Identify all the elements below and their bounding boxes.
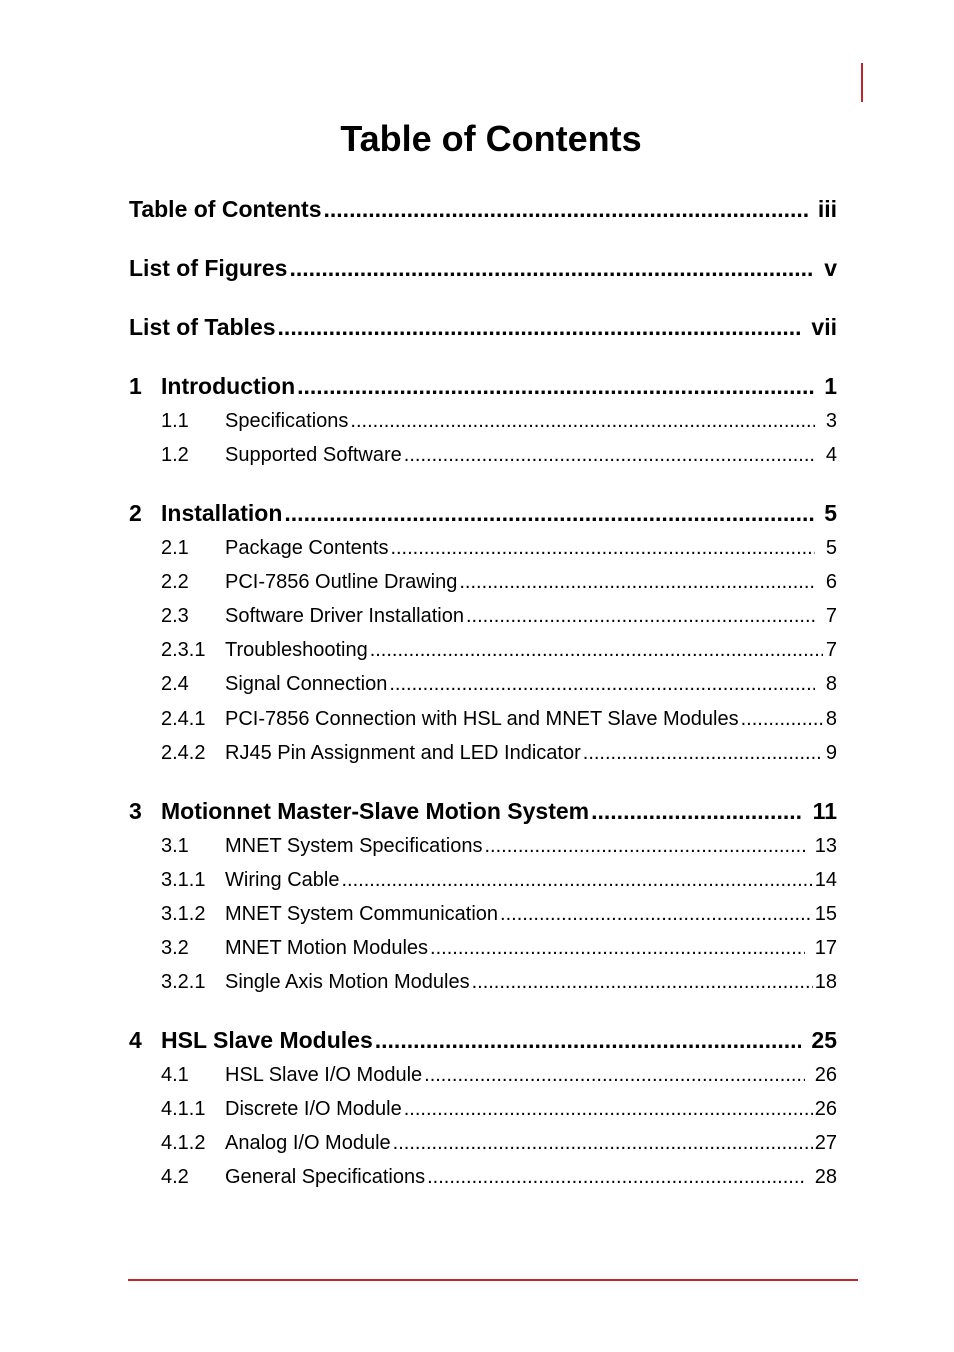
- toc-entry-label: List of Figures: [129, 255, 288, 281]
- toc-entry-label: MNET Motion Modules: [225, 937, 429, 959]
- toc-section[interactable]: [161, 567, 837, 597]
- toc-entry-label: HSL Slave I/O Module: [225, 1064, 423, 1086]
- toc-section[interactable]: [161, 440, 837, 470]
- toc-entry-page: iii: [817, 196, 837, 222]
- toc-entry-page: 4: [825, 444, 837, 466]
- toc-entry-page: 18: [814, 971, 837, 993]
- toc-entry-label: Package Contents: [225, 537, 389, 559]
- toc-entry-number: 2: [129, 500, 142, 526]
- toc-leader: [284, 497, 814, 529]
- toc-entry-label: Discrete I/O Module: [225, 1098, 402, 1120]
- toc-subsection[interactable]: [161, 635, 837, 665]
- toc-entry-number: 2.4: [161, 673, 189, 695]
- toc-section[interactable]: [161, 601, 837, 631]
- toc-entry-page: 8: [825, 708, 837, 730]
- toc-chapter[interactable]: [129, 1024, 837, 1056]
- toc-subsection[interactable]: [161, 704, 837, 734]
- toc-leader: [278, 311, 802, 343]
- toc-subsection[interactable]: [161, 967, 837, 997]
- toc-leader: [485, 831, 805, 861]
- toc-entry-number: 3.1.2: [161, 903, 206, 925]
- toc-entry-label: Analog I/O Module: [225, 1132, 391, 1154]
- toc-entry-page: 7: [825, 639, 837, 661]
- toc-entry-number: 4.1: [161, 1064, 189, 1086]
- toc-chapter[interactable]: [129, 370, 837, 402]
- toc-entry-label: Motionnet Master-Slave Motion System: [161, 798, 590, 824]
- toc-entry-label: Wiring Cable: [225, 869, 340, 891]
- toc-subsection[interactable]: [161, 738, 837, 768]
- toc-section[interactable]: [161, 669, 837, 699]
- toc-entry-label: Single Axis Motion Modules: [225, 971, 470, 993]
- toc-leader: [591, 795, 803, 827]
- toc-leader: [375, 1024, 802, 1056]
- toc-entry-number: 4.1.2: [161, 1132, 206, 1154]
- toc-entry-label: MNET System Communication: [225, 903, 499, 925]
- toc-subsection[interactable]: [161, 1094, 837, 1124]
- toc-entry-label: Introduction: [161, 373, 296, 399]
- toc-leader: [424, 1060, 805, 1090]
- toc-leader: [427, 1162, 805, 1192]
- toc-entry-page: 13: [814, 835, 837, 857]
- toc-entry-page: 5: [824, 500, 837, 526]
- page-title: Table of Contents: [340, 118, 642, 159]
- toc-entry-page: 28: [814, 1166, 837, 1188]
- toc-leader: [289, 252, 814, 284]
- toc-section[interactable]: [161, 1060, 837, 1090]
- toc-entry-page: 8: [825, 673, 837, 695]
- toc-leader: [404, 440, 815, 470]
- toc-entry-label: Supported Software: [225, 444, 402, 466]
- toc-leader: [297, 370, 814, 402]
- footer-rule: [128, 1279, 858, 1281]
- toc-entry-page: 9: [825, 742, 837, 764]
- toc-leader: [459, 567, 815, 597]
- toc-entry-number: 2.2: [161, 571, 189, 593]
- toc-entry-label: PCI-7856 Connection with HSL and MNET Slave Modules: [225, 708, 739, 730]
- toc-leader: [472, 967, 813, 997]
- toc-leader: [370, 635, 823, 665]
- toc-leader: [389, 669, 815, 699]
- toc-leader: [324, 193, 808, 225]
- toc-entry-page: vii: [811, 314, 837, 340]
- toc-leader: [350, 406, 815, 436]
- toc-entry-page: 6: [825, 571, 837, 593]
- toc-subsection[interactable]: [161, 899, 837, 929]
- toc-entry-page: 3: [825, 410, 837, 432]
- toc-entry-number: 2.4.1: [161, 708, 206, 730]
- toc-entry-label: Signal Connection: [225, 673, 388, 695]
- toc-entry-label: RJ45 Pin Assignment and LED Indicator: [225, 742, 581, 764]
- toc-chapter[interactable]: [129, 497, 837, 529]
- toc-entry-number: 1.2: [161, 444, 189, 466]
- toc-leader: [341, 865, 812, 895]
- toc-section[interactable]: [161, 533, 837, 563]
- toc-entry-page: 25: [811, 1027, 837, 1053]
- toc-entry-number: 3: [129, 798, 142, 824]
- toc-entry-label: HSL Slave Modules: [161, 1027, 373, 1053]
- toc-entry[interactable]: [129, 311, 837, 343]
- toc-entry-number: 3.2.1: [161, 971, 206, 993]
- toc-entry-number: 2.3: [161, 605, 189, 627]
- toc-entry-page: 1: [824, 373, 837, 399]
- toc-entry-page: 7: [825, 605, 837, 627]
- toc-leader: [741, 704, 823, 734]
- toc-chapter[interactable]: [129, 795, 837, 827]
- toc-entry-label: Specifications: [225, 410, 349, 432]
- toc-entry-label: Software Driver Installation: [225, 605, 464, 627]
- toc-entry-label: Troubleshooting: [225, 639, 368, 661]
- toc-entry-number: 4.2: [161, 1166, 189, 1188]
- toc-entry-number: 2.1: [161, 537, 189, 559]
- toc-entry-page: 5: [825, 537, 837, 559]
- toc-section[interactable]: [161, 1162, 837, 1192]
- toc-leader: [500, 899, 813, 929]
- toc-entry-page: 26: [814, 1098, 837, 1120]
- toc-entry-number: 3.2: [161, 937, 189, 959]
- toc-leader: [583, 738, 823, 768]
- toc-entry-label: Table of Contents: [129, 196, 322, 222]
- toc-entry-page: 26: [814, 1064, 837, 1086]
- toc-entry-label: List of Tables: [129, 314, 276, 340]
- toc-subsection[interactable]: [161, 865, 837, 895]
- toc-entry-number: 3.1.1: [161, 869, 206, 891]
- toc-entry-number: 4: [129, 1027, 142, 1053]
- toc-entry-page: v: [824, 255, 837, 281]
- toc-leader: [404, 1094, 813, 1124]
- toc-section[interactable]: [161, 831, 837, 861]
- toc-entry-label: Installation: [161, 500, 283, 526]
- toc-entry-page: 27: [814, 1132, 837, 1154]
- toc-entry[interactable]: [129, 193, 837, 225]
- toc-leader: [393, 1128, 813, 1158]
- toc-section[interactable]: [161, 406, 837, 436]
- toc-section[interactable]: [161, 933, 837, 963]
- toc-entry-number: 1: [129, 373, 142, 399]
- toc-entry-page: 11: [812, 798, 837, 824]
- toc-entry-number: 2.3.1: [161, 639, 206, 661]
- toc-leader: [466, 601, 815, 631]
- toc-entry[interactable]: [129, 252, 837, 284]
- toc-entry-page: 14: [814, 869, 837, 891]
- toc-entry-number: 1.1: [161, 410, 189, 432]
- toc-entry-number: 3.1: [161, 835, 189, 857]
- toc-leader: [430, 933, 805, 963]
- toc-entry-number: 2.4.2: [161, 742, 206, 764]
- toc-entry-label: MNET System Specifications: [225, 835, 483, 857]
- toc-entry-label: PCI-7856 Outline Drawing: [225, 571, 458, 593]
- toc-entry-page: 15: [814, 903, 837, 925]
- toc-subsection[interactable]: [161, 1128, 837, 1158]
- toc-entry-page: 17: [814, 937, 837, 959]
- toc-entry-number: 4.1.1: [161, 1098, 206, 1120]
- toc-leader: [390, 533, 815, 563]
- toc-entry-label: General Specifications: [225, 1166, 426, 1188]
